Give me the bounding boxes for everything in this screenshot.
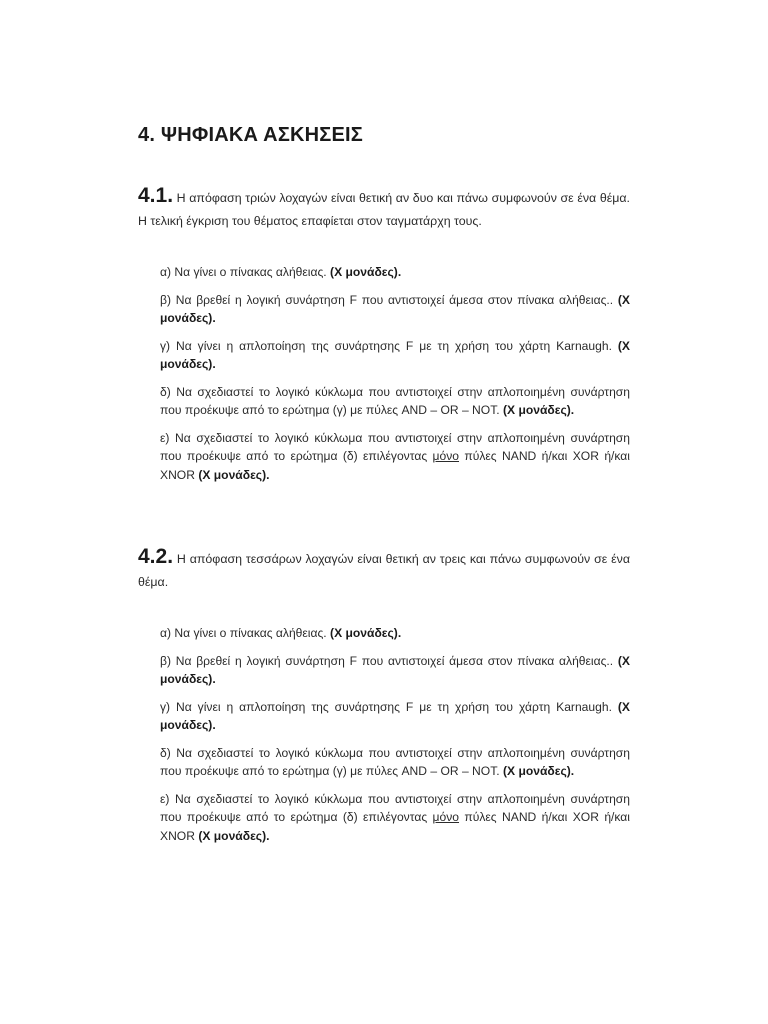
marks-label: (Χ μονάδες).: [198, 467, 270, 482]
marks-label: (Χ μονάδες).: [198, 828, 270, 843]
question-text: α) Να γίνει ο πίνακας αλήθειας.: [160, 626, 327, 640]
marks-label: (Χ μονάδες).: [330, 265, 402, 279]
question-item-d: [160, 383, 630, 420]
question-text-continued: πύλες NAND ή/και XOR ή/και XNOR: [160, 449, 630, 482]
question-item-a: [160, 263, 630, 282]
underlined-emphasis: μόνο: [432, 810, 460, 824]
question-text: β) Να βρεθεί η λογική συνάρτηση F που αντιστοιχεί άμεσα στον πίνακα αλήθειας..: [160, 653, 614, 668]
marks-label: (Χ μονάδες).: [502, 403, 575, 417]
question-item-b: [160, 652, 630, 689]
marks-label: (Χ μονάδες).: [502, 764, 575, 778]
question-text: ε) Να σχεδιαστεί το λογικό κύκλωμα που αντιστοιχεί στην απλοποιημένη συνάρτηση που προέκυψε από το ερώτημα (δ) επιλέγοντας: [160, 791, 630, 824]
question-text: β) Να βρεθεί η λογική συνάρτηση F που αντιστοιχεί άμεσα στον πίνακα αλήθειας..: [160, 292, 614, 307]
underlined-emphasis: μόνο: [432, 449, 460, 463]
question-item-e: [160, 429, 630, 485]
question-item-c: [160, 698, 630, 735]
question-list: [160, 624, 630, 845]
question-text: γ) Να γίνει η απλοποίηση της συνάρτησης F με τη χρήση του χάρτη Karnaugh.: [160, 338, 612, 353]
exercise-number: 4.1.: [138, 184, 174, 207]
marks-label: (Χ μονάδες).: [330, 626, 402, 640]
marks-label: (Χ μονάδες).: [160, 338, 630, 371]
exercise-intro-text: Η απόφαση τεσσάρων λοχαγών είναι θετική αν τρεις και πάνω συμφωνούν σε ένα θέμα.: [138, 552, 630, 589]
question-item-c: [160, 337, 630, 374]
question-item-d: [160, 744, 630, 781]
exercise-intro-text: Η απόφαση τριών λοχαγών είναι θετική αν δυο και πάνω συμφωνούν σε ένα θέμα. Η τελική έγκριση του θέματος επαφίεται στον ταγματάρχη τους.: [138, 191, 630, 228]
question-list: [160, 263, 630, 484]
chapter-title: 4. ΨΗΦΙΑΚΑ ΑΣΚΗΣΕΙΣ: [138, 124, 364, 146]
question-text: δ) Να σχεδιαστεί το λογικό κύκλωμα που αντιστοιχεί στην απλοποιημένη συνάρτηση που προέκυψε από το ερώτημα (γ) με πύλες AND – OR – NOT.: [160, 384, 630, 417]
marks-label: (Χ μονάδες).: [160, 292, 630, 325]
marks-label: (Χ μονάδες).: [160, 699, 630, 732]
question-item-b: [160, 291, 630, 328]
exercise-intro: [138, 184, 630, 233]
question-item-a: [160, 624, 630, 643]
question-text: δ) Να σχεδιαστεί το λογικό κύκλωμα που αντιστοιχεί στην απλοποιημένη συνάρτηση που προέκυψε από το ερώτημα (γ) με πύλες AND – OR – NOT.: [160, 745, 630, 778]
question-text-continued: πύλες NAND ή/και XOR ή/και XNOR: [160, 810, 630, 843]
question-text: α) Να γίνει ο πίνακας αλήθειας.: [160, 265, 327, 279]
exercise-section-4-2: [138, 545, 630, 854]
exercise-number: 4.2.: [138, 545, 174, 568]
exercise-intro: [138, 545, 630, 594]
marks-label: (Χ μονάδες).: [160, 653, 630, 686]
question-text: ε) Να σχεδιαστεί το λογικό κύκλωμα που αντιστοιχεί στην απλοποιημένη συνάρτηση που προέκυψε από το ερώτημα (δ) επιλέγοντας: [160, 430, 630, 463]
question-item-e: [160, 790, 630, 846]
question-text: γ) Να γίνει η απλοποίηση της συνάρτησης F με τη χρήση του χάρτη Karnaugh.: [160, 699, 612, 714]
exercise-section-4-1: [138, 184, 630, 493]
